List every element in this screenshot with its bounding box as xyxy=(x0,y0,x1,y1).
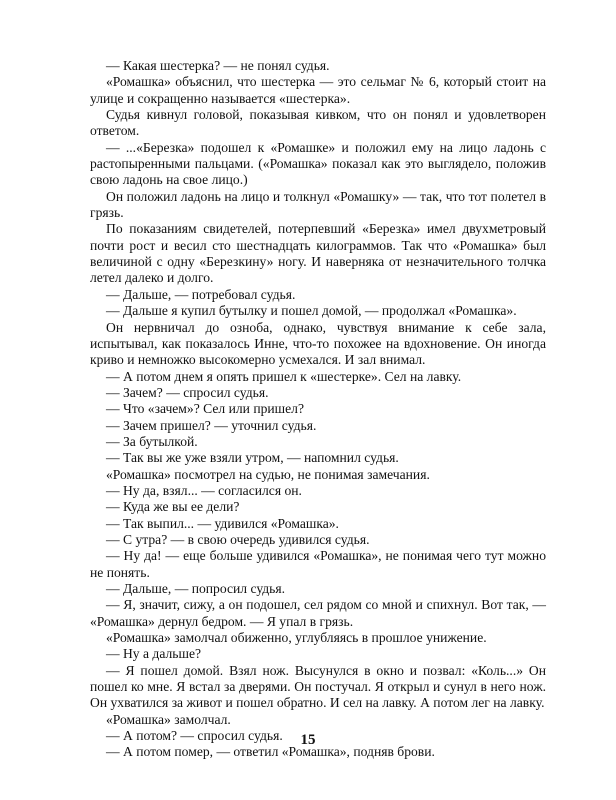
paragraph: — С утра? — в свою очередь удивился судья. xyxy=(106,531,370,547)
paragraph: — За бутылкой. xyxy=(106,433,198,449)
paragraph: — А потом? — спросил судья. xyxy=(106,728,283,744)
paragraph: — Дальше, — попросил судья. xyxy=(106,581,286,596)
paragraph: — Какая шестерка? — не понял судья. xyxy=(106,58,330,73)
paragraph: — Дальше я купил бутылку и пошел домой, — продолжал «Ромашка». xyxy=(106,303,517,319)
paragraph: — А потом помер, — ответил «Ромашка», подняв брови. xyxy=(106,744,435,760)
paragraph: — Так вы же уже взяли утром, — напомнил судья. xyxy=(106,450,399,466)
paragraph: Он положил ладонь на лицо и толкнул «Ромашку» — так, что тот полетел в грязь. xyxy=(90,188,546,221)
paragraph: — Что «зачем»? Сел или пришел? xyxy=(106,401,304,417)
paragraph: «Ромашка» посмотрел на судью, не понимая замечания. xyxy=(106,466,430,482)
paragraph: — Так выпил... — удивился «Ромашка». xyxy=(106,515,339,531)
paragraph: — Куда же вы ее дели? xyxy=(106,499,240,515)
body-text xyxy=(90,58,546,761)
paragraph: — Я, значит, сижу, а он подошел, сел рядом со мной и спихнул. Вот так, — «Ромашка» дернул бедром. — Я упал в грязь. xyxy=(90,597,546,629)
paragraph: По показаниям свидетелей, потерпевший «Березка» имел двухметровый почти рост и весил сто шестнадцать килограммов. Так что «Ромашка» был величиной с одну «Березкину» ногу. И наверняка от незначительного толчка летел далеко и долго. xyxy=(90,221,546,286)
paragraph: — Ну а дальше? xyxy=(106,646,202,662)
paragraph: Судья кивнул головой, показывая кивком, что он понял и удовлетворен ответом. xyxy=(90,107,546,139)
paragraph: — Я пошел домой. Взял нож. Высунулся в окно и позвал: «Коль...» Он пошел ко мне. Я встал за дверями. Он постучал. Я открыл и сунул в него нож. Он ухватился за живот и пошел обратно. И сел на лавку. А потом лег на лавку. xyxy=(90,662,546,711)
paragraph: «Ромашка» объяснил, что шестерка — это сельмаг № 6, который стоит на улице и сокращенно называется «шестерка». xyxy=(90,74,546,106)
paragraph: — Ну да, взял... — согласился он. xyxy=(106,482,302,498)
paragraph: «Ромашка» замолчал обиженно, углубляясь в прошлое унижение. xyxy=(106,630,487,646)
paragraph: — А потом днем я опять пришел к «шестерке». Сел на лавку. xyxy=(106,368,462,384)
paragraph: — Дальше, — потребовал судья. xyxy=(106,286,296,302)
paragraph: Он нервничал до озноба, однако, чувствуя внимание к себе зала, испытывал, как показалось Инне, что-то похожее на вдохновение. Он иногда криво и немножко высокомерно усмехался. И зал внимал. xyxy=(90,319,546,368)
page-number: 15 xyxy=(300,732,316,748)
paragraph: — Зачем пришел? — уточнил судья. xyxy=(106,417,317,433)
paragraph: — Ну да! — еще больше удивился «Ромашка», не понимая чего тут можно не понять. xyxy=(90,548,546,580)
paragraph: — Зачем? — спросил судья. xyxy=(106,384,269,400)
paragraph: «Ромашка» замолчал. xyxy=(106,711,231,727)
paragraph: — ...«Березка» подошел к «Ромашке» и положил ему на лицо ладонь с растопыренными пальцами. («Ромашка» показал как это выглядело, положив свою ладонь на свое лицо.) xyxy=(90,139,546,188)
